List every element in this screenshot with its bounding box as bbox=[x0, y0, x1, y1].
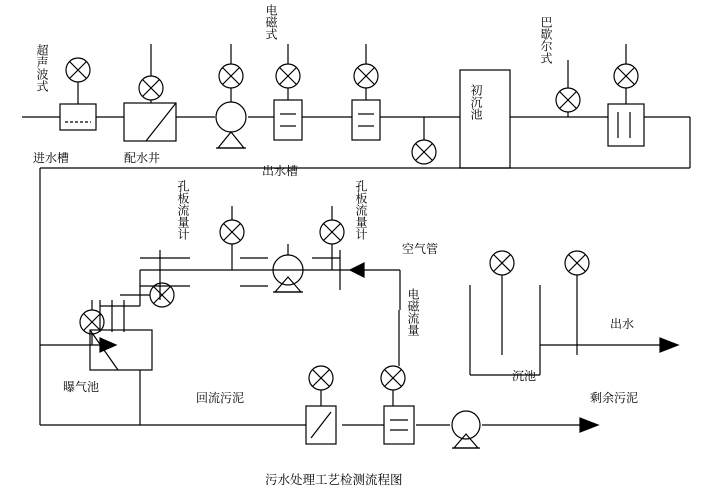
label-primary-settling: 初沉池 bbox=[469, 84, 483, 120]
arrow-excess-sludge bbox=[580, 418, 598, 432]
inlet-channel-box bbox=[60, 104, 96, 130]
distribution-well-diag bbox=[146, 103, 176, 141]
aeration-tank bbox=[90, 330, 152, 370]
pump-top-circle bbox=[216, 102, 246, 132]
label-orifice-meter-2: 孔板流量计 bbox=[354, 180, 368, 240]
arrow-effluent bbox=[660, 338, 678, 352]
flow-meter-box-2 bbox=[352, 100, 380, 140]
flow-meter-box-1 bbox=[274, 100, 302, 140]
label-settling-tank: 沉池 bbox=[512, 369, 537, 383]
label-excess-sludge: 剩余污泥 bbox=[590, 391, 639, 405]
label-parshall: 巴歇尔式 bbox=[539, 16, 553, 64]
label-distribution-well: 配水井 bbox=[124, 151, 161, 165]
label-inlet-channel: 进水槽 bbox=[33, 151, 70, 165]
primary-settling-tank bbox=[460, 70, 510, 168]
label-aeration-tank: 曝气池 bbox=[63, 380, 100, 394]
aeration-tank-diag bbox=[90, 330, 118, 370]
arrow-to-aeration bbox=[100, 338, 116, 352]
label-air-pipe: 空气管 bbox=[402, 242, 439, 256]
label-ultrasonic: 超声波式 bbox=[35, 44, 49, 92]
bottom-meter-1-diag bbox=[311, 412, 331, 438]
bottom-meter-box-2 bbox=[384, 406, 414, 444]
arrow-air-header bbox=[350, 263, 364, 277]
label-outlet-channel: 出水槽 bbox=[262, 164, 299, 178]
parshall-flume-box bbox=[608, 104, 644, 146]
label-electromagnetic: 电磁式 bbox=[264, 4, 278, 40]
label-return-sludge: 回流污泥 bbox=[196, 391, 245, 405]
diagram-caption: 污水处理工艺检测流程图 bbox=[265, 472, 403, 487]
pump-top-base bbox=[218, 132, 244, 148]
label-effluent: 出水 bbox=[610, 317, 635, 331]
label-electromagnetic-flow: 电磁流量 bbox=[406, 288, 420, 336]
label-orifice-meter-1: 孔板流量计 bbox=[176, 180, 190, 240]
